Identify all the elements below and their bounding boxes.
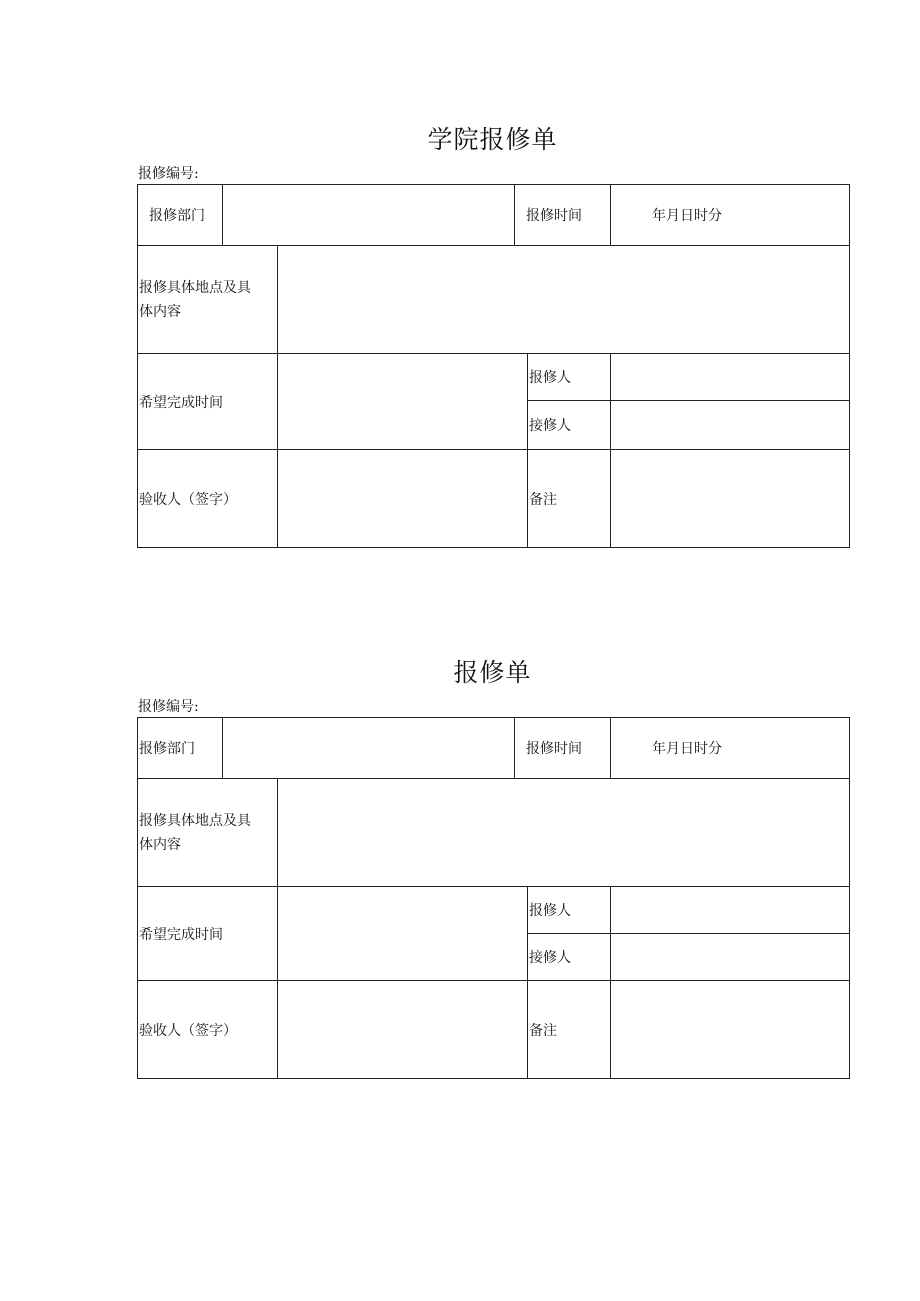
receiver-label: 接修人 [528,934,611,981]
reporter-input[interactable] [611,887,850,934]
dept-input[interactable] [223,185,515,246]
report-time-label: 报修时间 [515,718,611,779]
expected-time-input[interactable] [278,354,528,450]
report-time-input[interactable]: 年月日时分 [611,718,850,779]
dept-label: 报修部门 [138,185,223,246]
expected-time-input[interactable] [278,887,528,981]
receiver-input[interactable] [611,401,850,450]
remarks-input[interactable] [611,450,850,548]
report-time-input[interactable]: 年月日时分 [611,185,850,246]
repair-table [137,184,850,548]
remarks-label: 备注 [528,450,611,548]
remarks-input[interactable] [611,981,850,1079]
acceptor-signature-input[interactable] [278,450,528,548]
location-label [138,779,278,887]
location-input[interactable] [278,246,850,354]
receiver-input[interactable] [611,934,850,981]
reporter-label: 报修人 [528,354,611,401]
form-title: 学院报修单 [427,125,558,154]
dept-label: 报修部门 [138,718,223,779]
expected-time-label: 希望完成时间 [138,354,278,450]
dept-input[interactable] [223,718,515,779]
serial-number-label: 报修编号: [138,166,199,182]
location-input[interactable] [278,779,850,887]
reporter-label: 报修人 [528,887,611,934]
acceptor-signature-input[interactable] [278,981,528,1079]
location-label-line2: 体内容 [139,303,181,320]
form-title: 报修单 [453,658,532,687]
serial-number-label: 报修编号: [138,699,199,715]
report-time-label: 报修时间 [515,185,611,246]
repair-table [137,717,850,1079]
location-label-line2: 体内容 [139,836,181,853]
acceptor-label: 验收人（签字） [138,981,278,1079]
remarks-label: 备注 [528,981,611,1079]
expected-time-label: 希望完成时间 [138,887,278,981]
location-label-line1: 报修具体地点及具 [139,812,251,829]
location-label-line1: 报修具体地点及具 [139,279,251,296]
reporter-input[interactable] [611,354,850,401]
receiver-label: 接修人 [528,401,611,450]
acceptor-label: 验收人（签字） [138,450,278,548]
location-label [138,246,278,354]
